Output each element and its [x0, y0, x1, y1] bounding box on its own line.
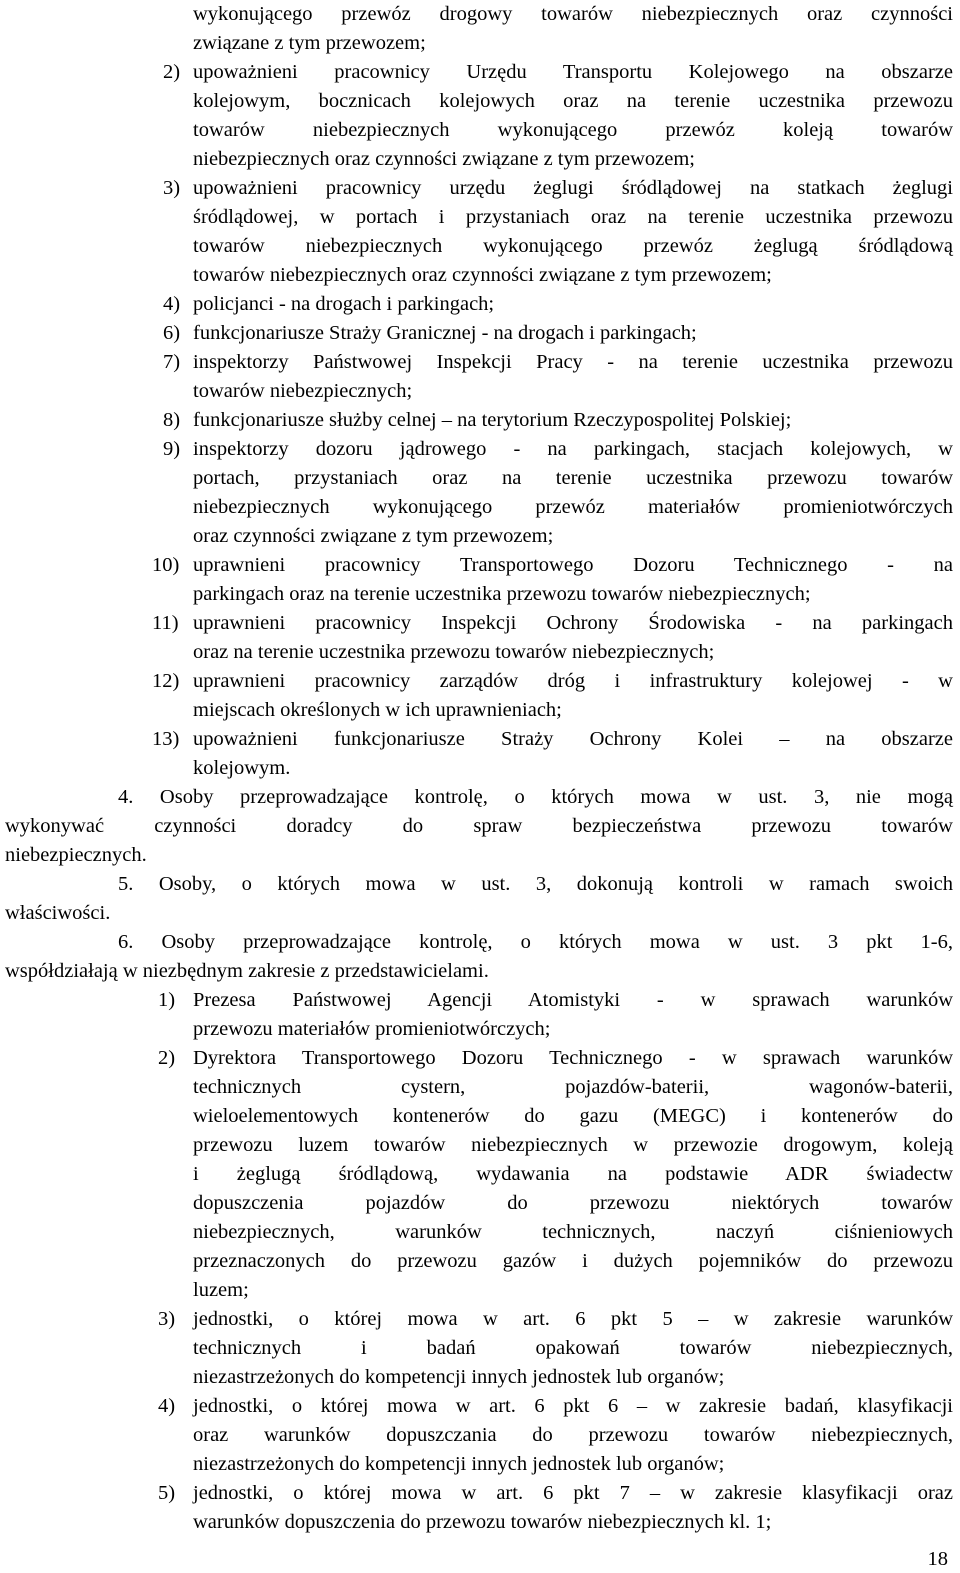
list-item-number: 4) [158, 1395, 176, 1417]
paragraph-line: 6. Osoby przeprowadzające kontrolę, o których mowa w ust. 3 pkt 1-6, [118, 931, 953, 953]
list-item-number: 8) [163, 409, 181, 431]
list-item-number: 1) [158, 989, 176, 1011]
list-item-text-line: wieloelementowych kontenerów do gazu (MEGC) i kontenerów do [193, 1105, 953, 1127]
list-item-text-line: przewozu luzem towarów niebezpiecznych w przewozie drogowym, koleją [193, 1134, 953, 1156]
list-item-text-line: oraz czynności związane z tym przewozem; [193, 525, 554, 547]
list-item-number: 3) [158, 1308, 176, 1330]
list-item-text-line: kolejowym, bocznicach kolejowych oraz na terenie uczestnika przewozu [193, 90, 953, 112]
list-item-text-line: upoważnieni pracownicy Urzędu Transportu Kolejowego na obszarze [193, 61, 953, 83]
list-item-number: 7) [163, 351, 181, 373]
list-item-text-line: dopuszczenia pojazdów do przewozu niektórych towarów [193, 1192, 953, 1214]
list-item-text-line: przeznaczonych do przewozu gazów i dużych pojemników do przewozu [193, 1250, 953, 1272]
paragraph-line: współdziałają w niezbędnym zakresie z przedstawicielami. [5, 960, 489, 982]
list-item-number: 3) [163, 177, 181, 199]
list-item-text-line: niebezpiecznych wykonującego przewóz materiałów promieniotwórczych [193, 496, 953, 518]
list-item-text-line: Dyrektora Transportowego Dozoru Technicznego - w sprawach warunków [193, 1047, 953, 1069]
paragraph-line: 4. Osoby przeprowadzające kontrolę, o których mowa w ust. 3, nie mogą [118, 786, 953, 808]
list-item-text-line: uprawnieni pracownicy Transportowego Dozoru Technicznego - na [193, 554, 953, 576]
list-item-text-line: niebezpiecznych oraz czynności związane z tym przewozem; [193, 148, 695, 170]
list-item-text-line: inspektorzy dozoru jądrowego - na parkingach, stacjach kolejowych, w [193, 438, 953, 460]
list-item-text-line: technicznych cystern, pojazdów-baterii, wagonów-baterii, [193, 1076, 953, 1098]
page-number: 18 [927, 1548, 948, 1570]
list-item-text-line: upoważnieni pracownicy urzędu żeglugi śródlądowej na statkach żeglugi [193, 177, 953, 199]
list-item-text-line: śródlądowej, w portach i przystaniach oraz na terenie uczestnika przewozu [193, 206, 953, 228]
list-item-text-line: oraz warunków dopuszczania do przewozu towarów niebezpiecznych, [193, 1424, 953, 1446]
list-item-text-line: jednostki, o której mowa w art. 6 pkt 5 – w zakresie warunków [193, 1308, 953, 1330]
list-item-text-line: inspektorzy Państwowej Inspekcji Pracy - na terenie uczestnika przewozu [193, 351, 953, 373]
list-item-text-line: policjanci - na drogach i parkingach; [193, 293, 495, 315]
list-item-text-line: technicznych i badań opakowań towarów niebezpiecznych, [193, 1337, 953, 1359]
list-item-text-line: towarów niebezpiecznych wykonującego przewóz żeglugą śródlądową [193, 235, 953, 257]
list-item-number: 11) [152, 612, 179, 634]
list-item-text-line: przewozu materiałów promieniotwórczych; [193, 1018, 551, 1040]
list-item-number: 13) [152, 728, 180, 750]
list-item-number: 9) [163, 438, 181, 460]
list-item-text-line: Prezesa Państwowej Agencji Atomistyki - w sprawach warunków [193, 989, 953, 1011]
list-item-text-line: wykonującego przewóz drogowy towarów niebezpiecznych oraz czynności [193, 3, 953, 25]
list-item-text-line: warunków dopuszczenia do przewozu towarów niebezpiecznych kl. 1; [193, 1511, 772, 1533]
list-item-text-line: kolejowym. [193, 757, 291, 779]
list-item-number: 5) [158, 1482, 176, 1504]
list-item-text-line: upoważnieni funkcjonariusze Straży Ochrony Kolei – na obszarze [193, 728, 953, 750]
paragraph-line: wykonywać czynności doradcy do spraw bezpieczeństwa przewozu towarów [5, 815, 953, 837]
list-item-text-line: parkingach oraz na terenie uczestnika przewozu towarów niebezpiecznych; [193, 583, 811, 605]
list-item-number: 2) [163, 61, 181, 83]
list-item-text-line: funkcjonariusze służby celnej – na terytorium Rzeczypospolitej Polskiej; [193, 409, 792, 431]
list-item-number: 10) [152, 554, 180, 576]
list-item-text-line: luzem; [193, 1279, 249, 1301]
list-item-text-line: miejscach określonych w ich uprawnieniach; [193, 699, 562, 721]
list-item-text-line: portach, przystaniach oraz na terenie uczestnika przewozu towarów [193, 467, 953, 489]
list-item-number: 12) [152, 670, 180, 692]
list-item-text-line: jednostki, o której mowa w art. 6 pkt 7 – w zakresie klasyfikacji oraz [193, 1482, 953, 1504]
list-item-text-line: niezastrzeżonych do kompetencji innych jednostek lub organów; [193, 1453, 725, 1475]
paragraph-line: właściwości. [5, 902, 111, 924]
paragraph-line: niebezpiecznych. [5, 844, 147, 866]
list-item-text-line: uprawnieni pracownicy Inspekcji Ochrony Środowiska - na parkingach [193, 612, 953, 634]
list-item-text-line: funkcjonariusze Straży Granicznej - na drogach i parkingach; [193, 322, 697, 344]
list-item-number: 6) [163, 322, 181, 344]
list-item-text-line: i żeglugą śródlądową, wydawania na podstawie ADR świadectw [193, 1163, 953, 1185]
list-item-number: 2) [158, 1047, 176, 1069]
list-item-text-line: towarów niebezpiecznych; [193, 380, 413, 402]
list-item-text-line: towarów niebezpiecznych oraz czynności związane z tym przewozem; [193, 264, 772, 286]
list-item-text-line: niezastrzeżonych do kompetencji innych jednostek lub organów; [193, 1366, 725, 1388]
list-item-number: 4) [163, 293, 181, 315]
list-item-text-line: jednostki, o której mowa w art. 6 pkt 6 – w zakresie badań, klasyfikacji [193, 1395, 953, 1417]
list-item-text-line: towarów niebezpiecznych wykonującego przewóz koleją towarów [193, 119, 953, 141]
list-item-text-line: związane z tym przewozem; [193, 32, 426, 54]
list-item-text-line: niebezpiecznych, warunków technicznych, naczyń ciśnieniowych [193, 1221, 953, 1243]
list-item-text-line: oraz na terenie uczestnika przewozu towarów niebezpiecznych; [193, 641, 715, 663]
list-item-text-line: uprawnieni pracownicy zarządów dróg i infrastruktury kolejowej - w [193, 670, 953, 692]
paragraph-line: 5. Osoby, o których mowa w ust. 3, dokonują kontroli w ramach swoich [118, 873, 953, 895]
